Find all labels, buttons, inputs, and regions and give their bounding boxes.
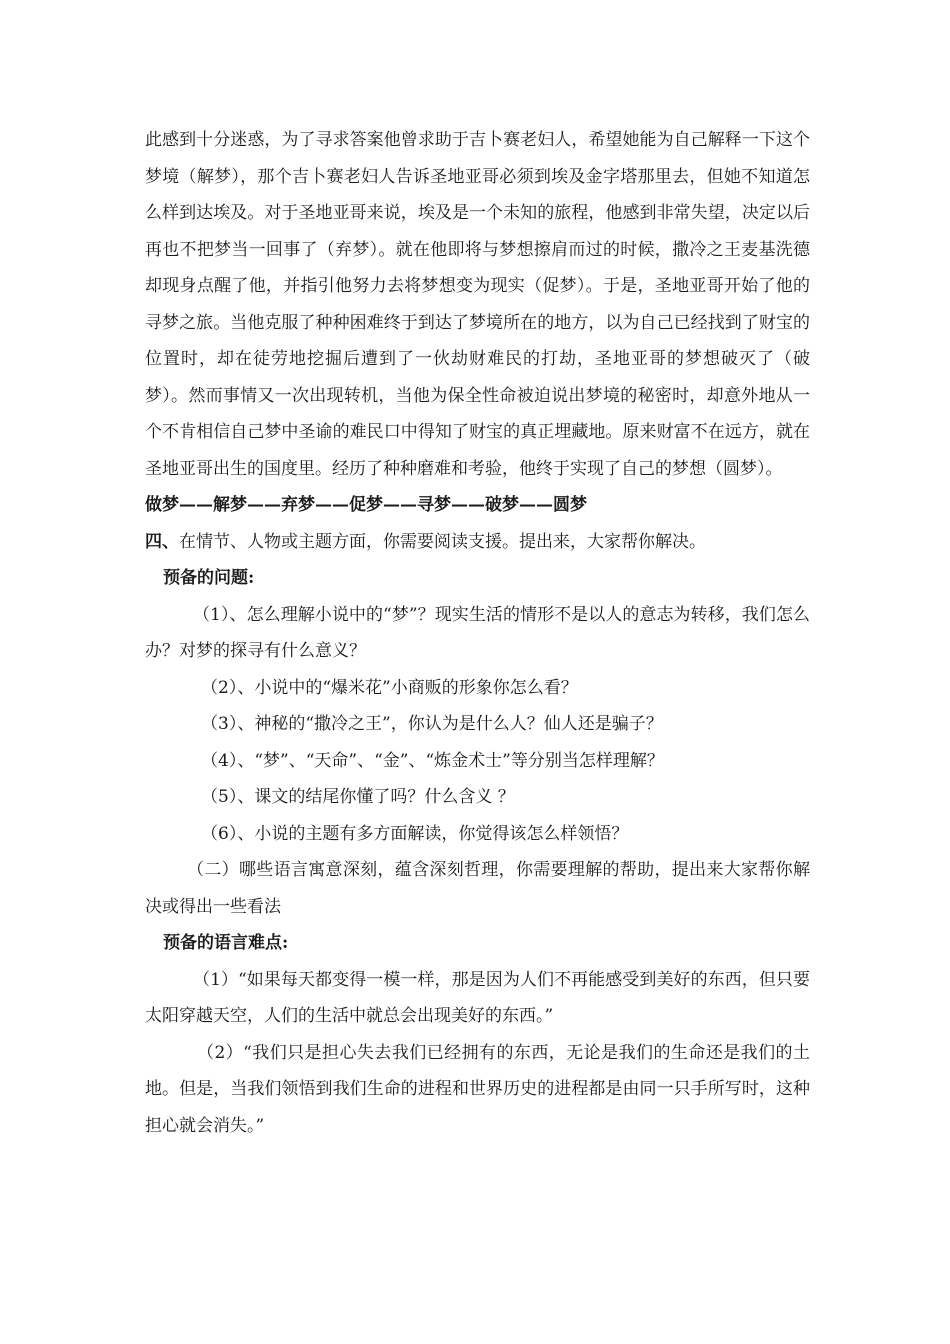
prepared-questions-heading: 预备的问题: — [163, 568, 255, 588]
question-item: （4）、“梦”、“天命”、“金”、“炼金术士”等分别当怎样理解？ — [201, 750, 664, 771]
question-item: （6）、小说的主题有多方面解读，你觉得该怎么样领悟？ — [201, 823, 629, 844]
question-item: （1）、怎么理解小说中的“梦”？现实生活的情形不是以人的意志为转移，我们怎么办？对梦的探寻有什么意义？ — [145, 604, 810, 661]
section-four-text: 在情节、人物或主题方面，你需要阅读支援。提出来，大家帮你解决。 — [179, 531, 706, 552]
question-item: （5）、课文的结尾你懂了吗？什么含义 ？ — [201, 787, 515, 807]
section-four — [145, 524, 810, 561]
dream-sequence: 做梦——解梦——弃梦——促梦——寻梦——破梦——圆梦 — [145, 495, 587, 515]
language-section: （二）哪些语言寓意深刻，蕴含深刻哲理，你需要理解的帮助，提出来大家帮你解决或得出一些看法 — [145, 860, 810, 917]
language-item: （1）“如果每天都变得一模一样，那是因为人们不再能感受到美好的东西，但只要太阳穿越天空，人们的生活中就总会出现美好的东西。” — [145, 969, 810, 1026]
language-heading: 预备的语言难点: — [163, 933, 289, 953]
section-four-label: 四、 — [145, 531, 179, 552]
language-item: （2）“我们只是担心失去我们已经拥有的东西，无论是我们的生命还是我们的土地。但是，当我们领悟到我们生命的进程和世界历史的进程都是由同一只手所写时，这种担心就会消失。” — [145, 1042, 810, 1136]
question-item: （3）、神秘的“撒冷之王”，你认为是什么人？仙人还是骗子？ — [201, 714, 663, 734]
question-item: （2）、小说中的“爆米花”小商贩的形象你怎么看？ — [201, 677, 578, 698]
document-body — [145, 122, 810, 1144]
story-paragraph: 此感到十分迷惑，为了寻求答案他曾求助于吉卜赛老妇人，希望她能为自己解释一下这个梦境（解梦），那个吉卜赛老妇人告诉圣地亚哥必须到埃及金字塔那里去，但她不知道怎么样到达埃及。对于圣地亚哥来说，埃及是一个未知的旅程，他感到非常失望，决定以后再也不把梦当一回事了（弃梦）。就在他即将与梦想擦肩而过的时候，撒冷之王麦基洗德却现身点醒了他，并指引他努力去将梦想变为现实（促梦）。于是，圣地亚哥开始了他的寻梦之旅。当他克服了种种困难终于到达了梦境所在的地方，以为自己已经找到了财宝的位置时，却在徒劳地挖掘后遭到了一伙劫财难民的打劫，圣地亚哥的梦想破灭了（破梦）。然而事情又一次出现转机，当他为保全性命被迫说出梦境的秘密时，却意外地从一个不肯相信自己梦中圣谕的难民口中得知了财宝的真正埋藏地。原来财富不在远方，就在圣地亚哥出生的国度里。经历了种种磨难和考验，他终于实现了自己的梦想（圆梦）。 — [145, 130, 810, 479]
